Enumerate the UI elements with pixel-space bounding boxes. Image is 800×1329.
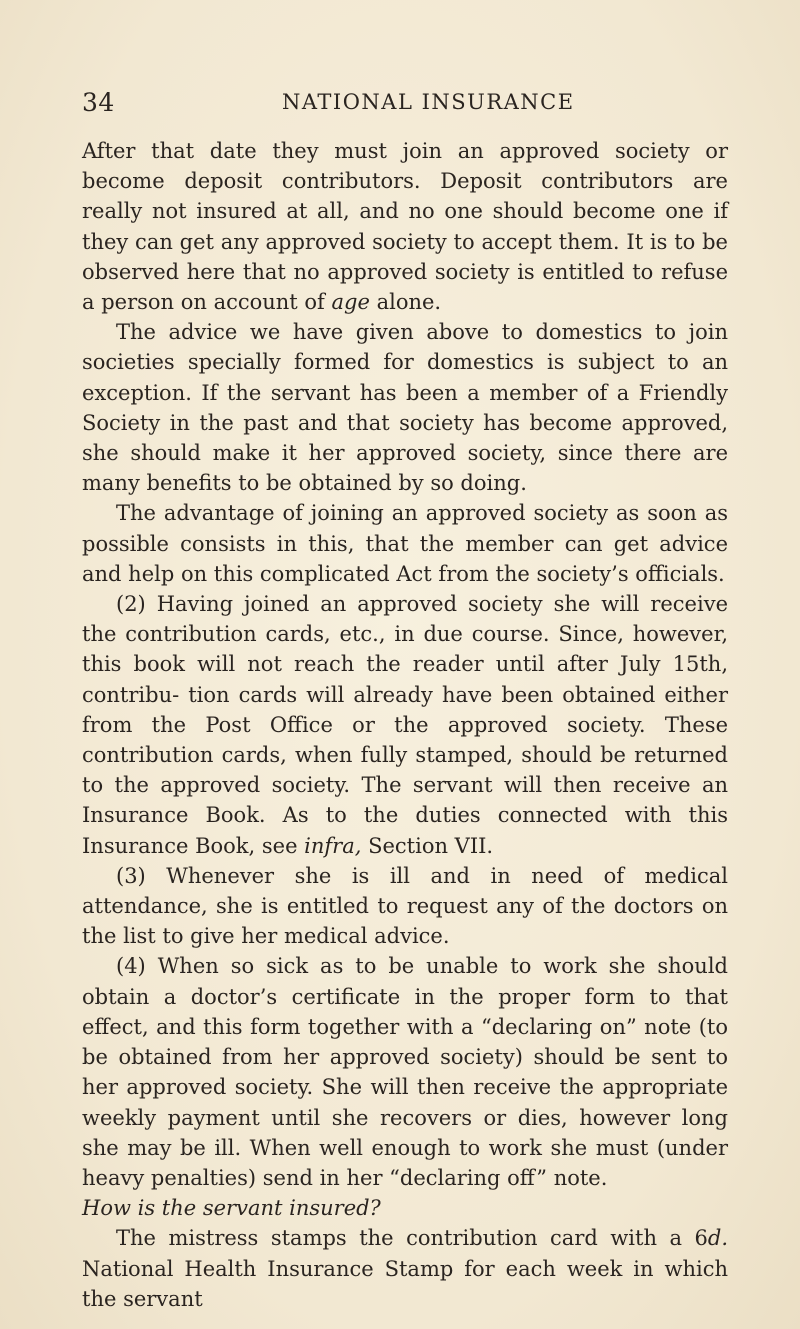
text-run: alone. (369, 290, 442, 315)
paragraph-stamps (82, 1223, 728, 1314)
page-number: 34 (82, 88, 115, 117)
paragraph-friendly-society: The advice we have given above to domestics to join societies specially formed for domestics is subject to an exception. If the servant has been a member of a Friendly Society in the past and that society has become approved, she should make it her approved society, since there are many benefits to be obtained by so doing. (82, 320, 728, 496)
body-text (82, 136, 728, 1314)
paragraph-medical-attendance: (3) Whenever she is ill and in need of medical attendance, she is entitled to request any of the doctors on the list to give her medical advice. (82, 863, 728, 949)
text-run: National Health Insurance Stamp for each week in which the servant (82, 1256, 728, 1311)
italic-run: age (331, 290, 370, 315)
text-run: (2) Having joined an approved society she will receive the contribution cards, etc., in due course. Since, however, this book will not reach the reader until after July 15th, contribu- tion cards will already have been obtained either from the Post Office or the approved society. These contribution cards, when fully stamped, should be returned to the approved society. The servant will then receive an Insurance Book. As to the duties connected with this Insurance Book, see (82, 592, 728, 858)
text-run: The mistress stamps the contribution card with a 6 (116, 1226, 708, 1251)
paragraph-contribution-cards (82, 589, 728, 861)
paragraph-sick-certificate: (4) When so sick as to be unable to work she should obtain a doctor’s certificate in the proper form to that effect, and this form together with a “declaring on” note (to be obtained from her approved society) should be sent to her approved society. She will then receive the appropriate weekly payment until she recovers or dies, however long she may be ill. When well enough to work she must (under heavy penalties) send in her “declaring off” note. (82, 954, 728, 1190)
paragraph-deposit-contributors (82, 136, 728, 317)
italic-run: d. (707, 1226, 728, 1251)
italic-run: infra, (304, 833, 362, 858)
paragraph-advantage: The advantage of joining an approved society as soon as possible consists in this, that the member can get advice and help on this complicated Act from the society’s officials. (82, 501, 728, 586)
section-heading: How is the servant insured? (82, 1196, 381, 1221)
running-head: NATIONAL INSURANCE (282, 90, 575, 114)
page-header (82, 88, 728, 118)
text-run: After that date they must join an approved society or become deposit contributors. Deposit contributors are really not insured at all, and no one should become one if they can get any approved society to accept them. It is to be observed here that no approved society is entitled to refuse a person on account of (82, 139, 728, 315)
text-run: Section VII. (361, 833, 494, 858)
